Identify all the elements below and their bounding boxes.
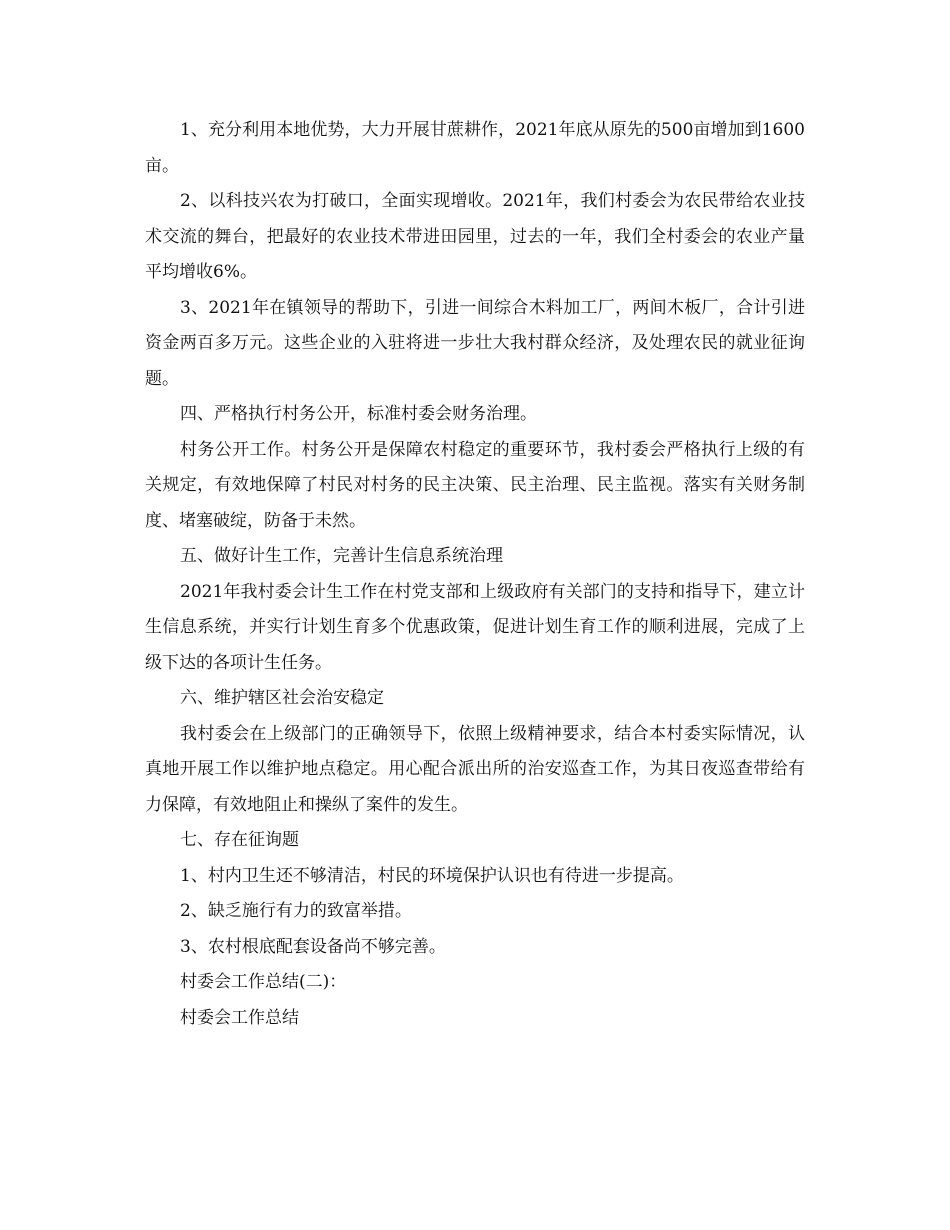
section-title-summary-two: 村委会工作总结(二)： (180, 972, 347, 992)
heading-existing-problems: 七、存在征询题 (180, 830, 299, 850)
paragraph-factory-investment: 3、2021年在镇领导的帮助下，引进一间综合木料加工厂，两间木板厂，合计引进资金两百多万元。这些企业的入驻将进一步壮大我村群众经济，及处理农民的就业征询题。 (145, 297, 805, 389)
paragraph-village-affairs: 村务公开工作。村务公开是保障农村稳定的重要环节，我村委会严格执行上级的有关规定，有效地保障了村民对村务的民主决策、民主治理、民主监视。落实有关财务制度、堵塞破绽，防备于未然。 (145, 439, 805, 531)
list-item-problem-3: 3、农村根底配套设备尚不够完善。 (180, 936, 446, 957)
heading-family-planning: 五、做好计生工作，完善计生信息系统治理 (180, 546, 503, 566)
paragraph-technology-agriculture: 2、以科技兴农为打破口，全面实现增收。2021年，我们村委会为农民带给农业技术交流的舞台，把最好的农业技术带进田园里，过去的一年，我们全村委会的农业产量平均增收6%。 (145, 191, 805, 282)
list-item-problem-2: 2、缺乏施行有力的致富举措。 (180, 901, 412, 921)
section-subtitle-summary: 村委会工作总结 (180, 1007, 299, 1028)
paragraph-sugarcane-expansion: 1、充分利用本地优势，大力开展甘蔗耕作，2021年底从原先的500亩增加到1600亩。 (145, 120, 805, 176)
paragraph-public-security: 我村委会在上级部门的正确领导下，依照上级精神要求，结合本村委实际情况，认真地开展工作以维护地点稳定。用心配合派出所的治安巡查工作，为其日夜巡查带给有力保障，有效地阻止和操纵了案件的发生。 (145, 723, 805, 815)
paragraph-family-planning: 2021年我村委会计生工作在村党支部和上级政府有关部门的支持和指导下，建立计生信息系统，并实行计划生育多个优惠政策，促进计划生育工作的顺利进展，完成了上级下达的各项计生任务。 (145, 581, 805, 673)
list-item-problem-1: 1、村内卫生还不够清洁，村民的环境保护认识也有待进一步提高。 (180, 865, 684, 886)
heading-public-security: 六、维护辖区社会治安稳定 (180, 688, 384, 708)
document-body (145, 113, 805, 1036)
heading-village-affairs: 四、严格执行村务公开，标准村委会财务治理。 (180, 404, 537, 424)
